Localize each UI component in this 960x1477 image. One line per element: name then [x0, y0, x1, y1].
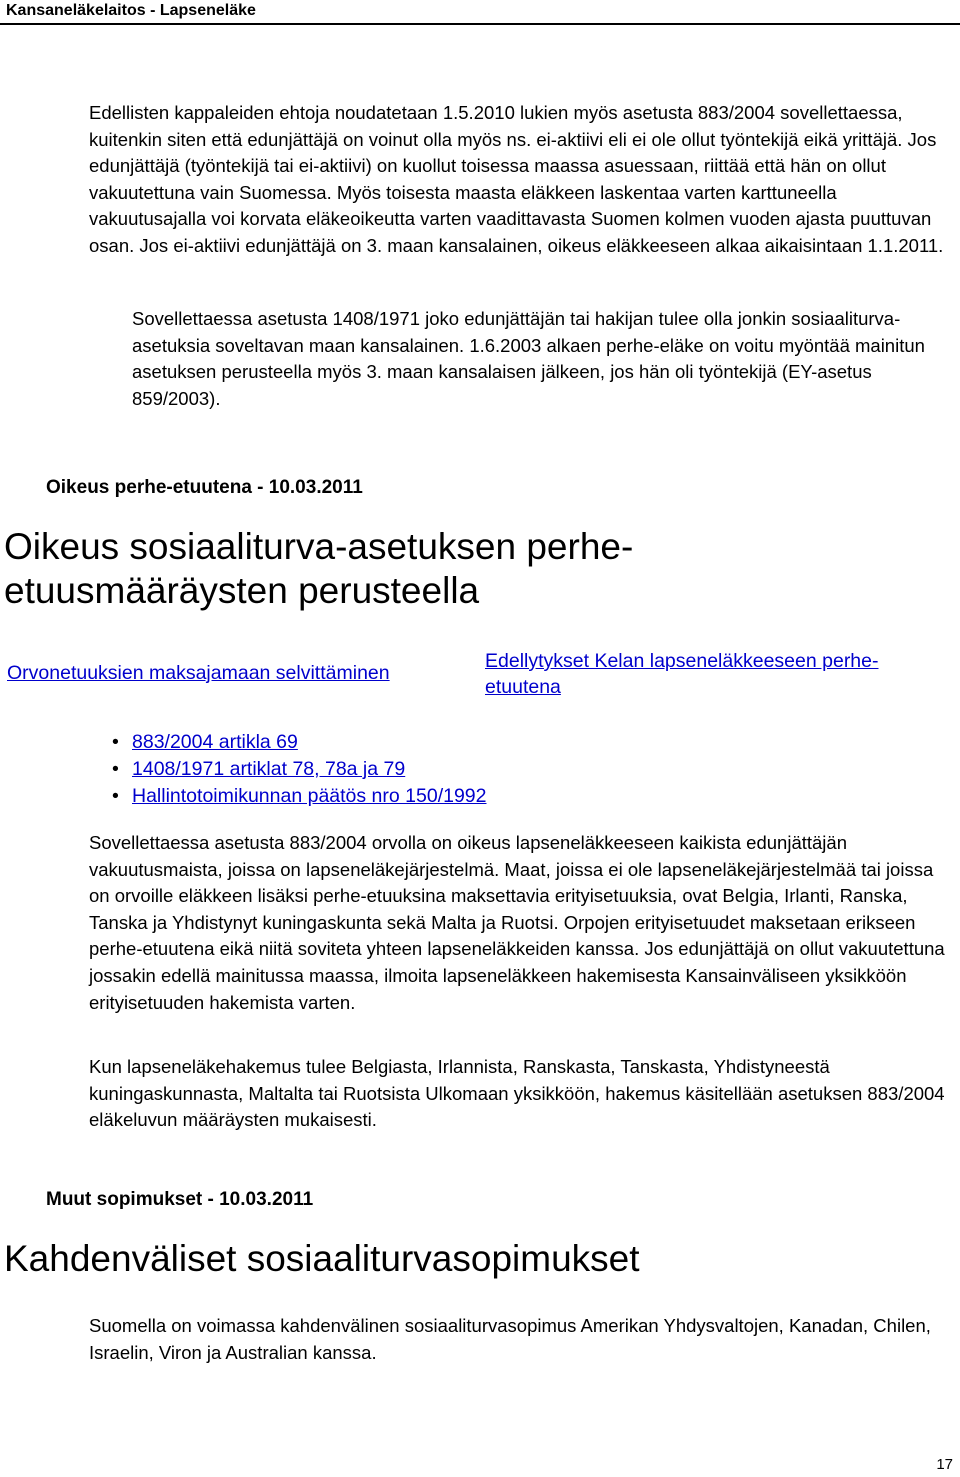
list-item: [100, 729, 487, 756]
page-number: 17: [936, 1456, 953, 1473]
nav-link-next[interactable]: Edellytykset Kelan lapseneläkkeeseen perhe-etuutena: [485, 650, 879, 698]
section-heading-family-benefit: Oikeus sosiaaliturva-asetuksen perhe-etuusmääräysten perusteella: [4, 526, 634, 611]
running-header: Kansaneläkelaitos - Lapseneläke: [6, 2, 256, 19]
paragraph-bilateral-agreements: Suomella on voimassa kahdenvälinen sosiaaliturvasopimus Amerikan Yhdysvaltojen, Kanadan, Chilen, Israelin, Viron ja Australian kanssa.: [89, 1315, 931, 1363]
list-item: [100, 783, 487, 810]
paragraph-orphan-benefits: Sovellettaessa asetusta 883/2004 orvolla on oikeus lapseneläkkeeseen kaikista edunjättäjän vakuutusmaista, joissa on lapseneläkejärjestelmä. Maat, joissa ei ole lapseneläkejärjestelmää tai joissa on orvoille eläkkeen lisäksi perhe-etuuksina maksettavia erityisetuuksia, ovat Belgia, Irlanti, Ranska, Tanska ja Yhdistynyt kuningaskunta sekä Malta ja Ruotsi. Orpojen erityisetuudet maksetaan erikseen perhe-etuutena eikä niitä soviteta yhteen lapseneläkkeiden kanssa. Jos edunjättäjä on ollut vakuutettuna jossakin edellä mainitussa maassa, ilmoita lapseneläkkeen hakemisesta Kansainväliseen yksikköön erityisetuuden hakemista varten.: [89, 832, 945, 1013]
section-date-family-benefit: Oikeus perhe-etuutena - 10.03.2011: [46, 477, 363, 498]
bullet-icon: •: [112, 784, 119, 807]
header-divider: [0, 23, 960, 25]
paragraph-883-2004-conditions: Edellisten kappaleiden ehtoja noudatetaan 1.5.2010 lukien myös asetusta 883/2004 sovellettaessa, kuitenkin siten että edunjättäjä on voinut olla myös ns. ei-aktiivi eli ei ole ollut työntekijä eikä yrittäjä. Jos edunjättäjä (työntekijä tai ei-aktiivi) on kuollut toisessa maassa asuessaan, riittää että hän on ollut vakuutettuna vain Suomessa. Myös toisesta maasta eläkkeen laskentaa varten karttuneella vakuutusajalla voi korvata eläkeoikeutta varten vaadittavasta Suomen kolmen vuoden ajasta puuttuvan osan. Jos ei-aktiivi edunjättäjä on 3. maan kansalainen, oikeus eläkkeeseen alkaa aikaisintaan 1.1.2011.: [89, 102, 944, 256]
list-item: [100, 756, 487, 783]
reference-link-1408-1971[interactable]: 1408/1971 artiklat 78, 78a ja 79: [132, 757, 406, 780]
reference-link-883-2004[interactable]: 883/2004 artikla 69: [132, 731, 298, 753]
bullet-icon: •: [112, 757, 119, 780]
nav-link-previous[interactable]: Orvonetuuksien maksajamaan selvittäminen: [7, 662, 390, 684]
reference-link-decision-150-1992[interactable]: Hallintotoimikunnan päätös nro 150/1992: [132, 784, 487, 807]
paragraph-1408-1971-conditions: Sovellettaessa asetusta 1408/1971 joko edunjättäjän tai hakijan tulee olla jonkin sosiaaliturva-asetuksia soveltavan maan kansalainen. 1.6.2003 alkaen perhe-eläke on voitu myöntää mainitun asetuksen perusteella myös 3. maan kansalaisen jälkeen, jos hän oli työntekijä (EY-asetus 859/2003).: [132, 308, 925, 409]
legal-reference-list: [100, 729, 487, 809]
bullet-icon: •: [112, 731, 119, 753]
section-date-other-agreements: Muut sopimukset - 10.03.2011: [46, 1189, 314, 1210]
section-heading-bilateral-agreements: Kahdenväliset sosiaaliturvasopimukset: [4, 1238, 640, 1279]
paragraph-application-handling: Kun lapseneläkehakemus tulee Belgiasta, Irlannista, Ranskasta, Tanskasta, Yhdistyneestä kuningaskunnasta, Maltalta tai Ruotsista Ulkomaan yksikköön, hakemus käsitellään asetuksen 883/2004 eläkeluvun määräysten mukaisesti.: [89, 1056, 945, 1131]
